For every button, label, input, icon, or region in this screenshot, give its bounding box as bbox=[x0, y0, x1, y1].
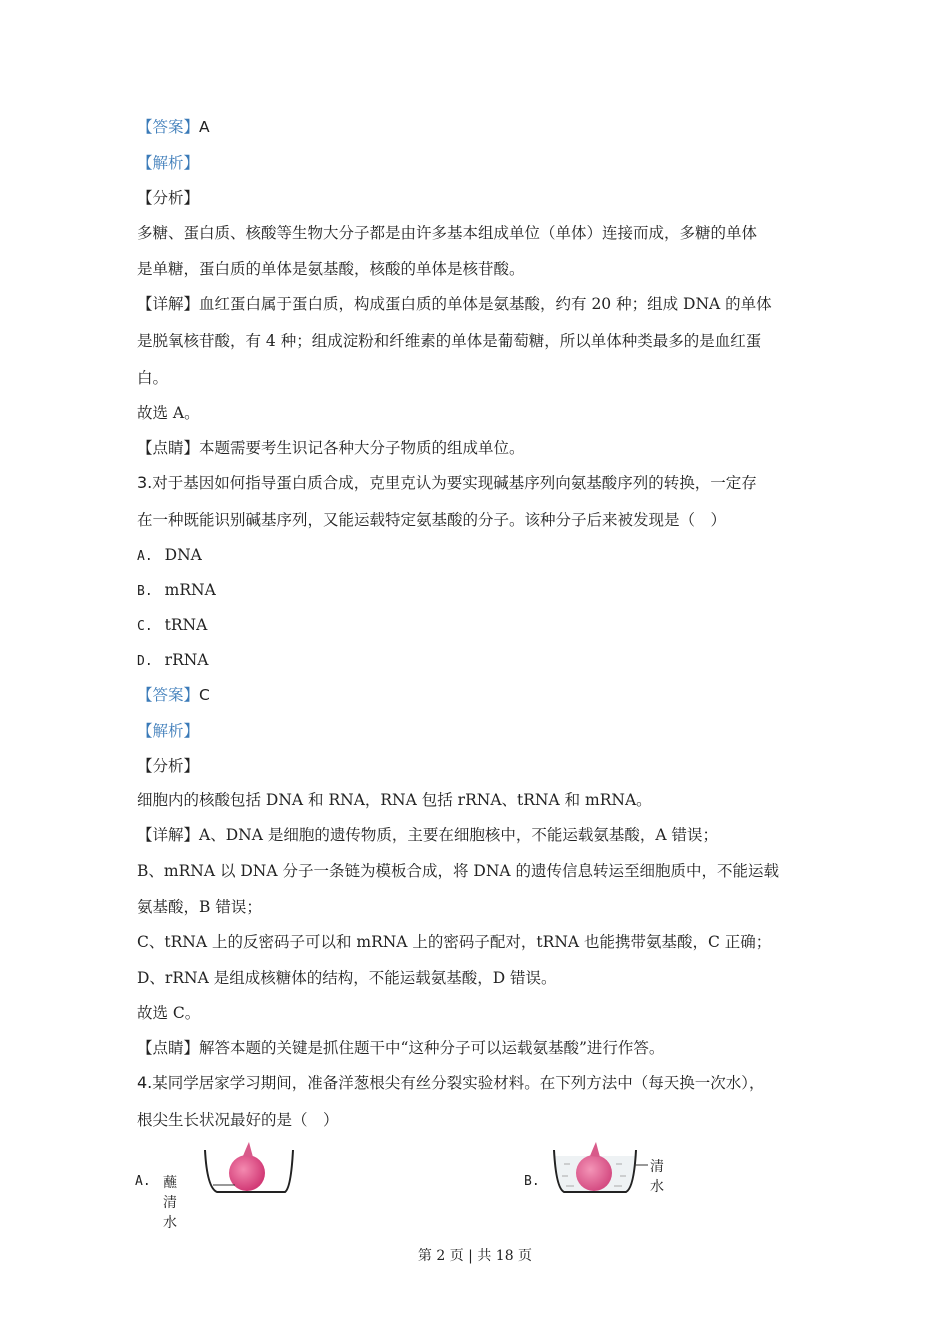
answer-value: C bbox=[199, 686, 210, 704]
q3-option-a bbox=[137, 545, 202, 567]
option-key: A. bbox=[135, 1174, 151, 1189]
option-key: C. bbox=[137, 619, 153, 634]
answer-label: 【答案】 bbox=[137, 118, 200, 136]
q2-jiexi: 【解析】 bbox=[137, 154, 200, 172]
q2-xiangjie-line: 白。 bbox=[137, 369, 169, 387]
q2-xiangjie-line: 是脱氧核苷酸，有 4 种；组成淀粉和纤维素的单体是葡萄糖，所以单体种类最多的是血红蛋 bbox=[137, 332, 762, 350]
q4-stem-line: 根尖生长状况最好的是（ ） bbox=[137, 1111, 339, 1129]
option-value: rRNA bbox=[164, 651, 209, 669]
q3-option-b bbox=[137, 580, 216, 602]
page-footer: 第 2 页 | 共 18 页 bbox=[417, 1248, 533, 1264]
q2-dianjing bbox=[137, 438, 525, 458]
q3-stem-line: 在一种既能识别碱基序列，又能运载特定氨基酸的分子。该种分子后来被发现是（ ） bbox=[137, 511, 727, 529]
q2-fenxi-line: 是单糖，蛋白质的单体是氨基酸，核酸的单体是核苷酸。 bbox=[137, 260, 525, 278]
option-value: tRNA bbox=[164, 616, 208, 634]
option-key: B. bbox=[524, 1174, 540, 1189]
dianjing-text: 解答本题的关键是抓住题干中“这种分子可以运载氨基酸”进行作答。 bbox=[199, 1039, 665, 1057]
option-key: A. bbox=[137, 549, 153, 564]
q3-fenxi-line: 细胞内的核酸包括 DNA 和 RNA，RNA 包括 rRNA、tRNA 和 mRNA。 bbox=[137, 791, 652, 809]
question-number: 3. bbox=[137, 473, 153, 492]
q2-fenxi-line: 多糖、蛋白质、核酸等生物大分子都是由许多基本组成单位（单体）连接而成，多糖的单体 bbox=[137, 224, 758, 242]
answer-label: 【答案】 bbox=[137, 686, 200, 704]
dianjing-text: 本题需要考生识记各种大分子物质的组成单位。 bbox=[199, 439, 525, 457]
xiangjie-text: A、DNA 是细胞的遗传物质，主要在细胞核中，不能运载氨基酸，A 错误； bbox=[199, 826, 718, 844]
q2-fenxi: 【分析】 bbox=[137, 189, 200, 207]
xiangjie-label: 【详解】 bbox=[137, 295, 200, 313]
figure-label: 蘸清水 bbox=[163, 1175, 177, 1231]
q3-xiangjie-line: C、tRNA 上的反密码子可以和 mRNA 上的密码子配对，tRNA 也能携带氨基酸，C 正确； bbox=[137, 933, 772, 951]
q3-fenxi: 【分析】 bbox=[137, 757, 200, 775]
q3-answer bbox=[137, 685, 210, 705]
q3-choose: 故选 C。 bbox=[137, 1004, 201, 1022]
xiangjie-text: 血红蛋白属于蛋白质，构成蛋白质的单体是氨基酸，约有 20 种；组成 DNA 的单体 bbox=[199, 295, 772, 313]
stem-text: 某同学居家学习期间，准备洋葱根尖有丝分裂实验材料。在下列方法中（每天换一次水）， bbox=[152, 1074, 765, 1092]
dianjing-label: 【点睛】 bbox=[137, 439, 200, 457]
onion-dipped-figure bbox=[135, 1140, 305, 1200]
q2-answer bbox=[137, 117, 210, 137]
q3-option-d bbox=[137, 650, 209, 672]
answer-value: A bbox=[199, 118, 210, 136]
option-value: mRNA bbox=[164, 581, 216, 599]
question-number: 4. bbox=[137, 1073, 153, 1092]
q3-dianjing bbox=[137, 1038, 664, 1058]
figure-label: 清水 bbox=[650, 1159, 664, 1195]
option-value: DNA bbox=[164, 546, 202, 564]
onion-submerged-figure bbox=[524, 1140, 694, 1200]
q3-jiexi: 【解析】 bbox=[137, 722, 200, 740]
option-key: D. bbox=[137, 654, 153, 669]
q3-option-c bbox=[137, 615, 207, 637]
xiangjie-label: 【详解】 bbox=[137, 826, 200, 844]
q3-xiangjie-line: D、rRNA 是组成核糖体的结构，不能运载氨基酸，D 错误。 bbox=[137, 969, 557, 987]
dianjing-label: 【点睛】 bbox=[137, 1039, 200, 1057]
q4-stem bbox=[137, 1073, 765, 1093]
q3-xiangjie-line: B、mRNA 以 DNA 分子一条链为模板合成，将 DNA 的遗传信息转运至细胞质中，不能运载 bbox=[137, 862, 780, 880]
q3-xiangjie-line: 氨基酸，B 错误； bbox=[137, 898, 262, 916]
stem-text: 对于基因如何指导蛋白质合成，克里克认为要实现碱基序列向氨基酸序列的转换，一定存 bbox=[152, 474, 757, 492]
q3-xiangjie bbox=[137, 825, 718, 845]
q3-stem bbox=[137, 473, 757, 493]
q2-xiangjie bbox=[137, 294, 772, 314]
option-key: B. bbox=[137, 584, 153, 599]
q2-choose: 故选 A。 bbox=[137, 404, 200, 422]
